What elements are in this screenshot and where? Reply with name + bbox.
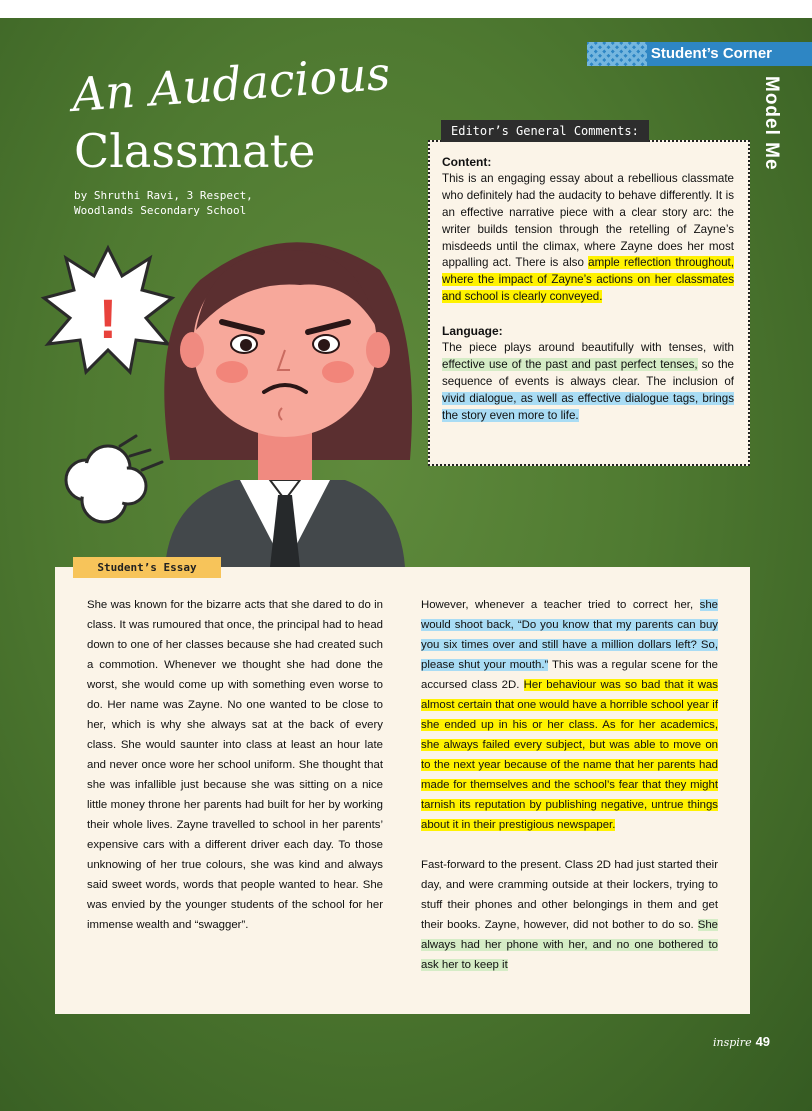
essay-p3-text: Fast-forward to the present. Class 2D had just started their day, and were cramming outside at their lockers, trying to stuff their phones and other belongings in them and get their books. Zayne, however, did not bother to do so. — [421, 859, 718, 931]
essay-paragraph-1: She was known for the bizarre acts that she dared to do in class. It was rumoured that once, the principal had to head down to one of her classes because she had created such a commotion. Whenever we thought she had done the worst, she would come up with something even worse to do. Her name was Zayne. No one wanted to be close to her, which is why she always sat at the back of every class. She would saunter into class at least an hour late and never once wore her school uniform. She thought that she was infallible just because she was sitting on a nice little money throne her parents had built for her by working their whole lives. Zayne travelled to school in her parents’ expensive cars with a different driver each day. To those unknowing of her true colours, she was kind and always said sweet words, words that people wanted to hear. She was envied by the younger students of the school for her immense wealth and “swagger”. — [87, 599, 383, 931]
essay-column-right — [421, 595, 718, 975]
magazine-brand: inspire — [713, 1036, 752, 1049]
language-label: Language: — [442, 324, 503, 339]
title-line-2: Classmate — [74, 124, 316, 178]
essay-column-left — [87, 595, 383, 935]
essay-p3-highlight: She always had her phone with her, and no one bothered to ask her to keep it — [421, 919, 718, 971]
language-text-1: The piece plays around beautifully with tenses, with — [442, 341, 734, 355]
essay-p2-highlight-2: Her behaviour was so bad that it was almost certain that one would have a horrible school year if she ended up in his or her class. As for her academics, she always failed every subject, but was able to move on to the next year because of the name that her parents had made for themselves and the school’s fear that they might tarnish its reputation by publishing negative, untrue things about it in their prestigious newspaper. — [421, 679, 718, 831]
exclamation-mark: ! — [98, 287, 118, 350]
title-line-1: An Audacious — [70, 45, 392, 123]
byline: by Shruthi Ravi, 3 Respect, Woodlands Secondary School — [74, 189, 253, 217]
page-footer — [713, 1034, 770, 1049]
language-text-2: so the sequence of events is always clear. The inclusion of — [442, 357, 734, 388]
editor-comments-body — [442, 154, 734, 425]
page-number: 49 — [755, 1034, 771, 1049]
essay-p2-text-2: This was a regular scene for the accursed class 2D. — [421, 659, 718, 691]
content-label: Content: — [442, 155, 492, 169]
content-highlight: ample reflection throughout, where the impact of Zayne’s actions on her classmates and school is clearly conveyed. — [442, 256, 734, 304]
content-text: This is an engaging essay about a rebellious classmate who definitely had the audacity to behave differently. It is an effective narrative piece with a clear story arc: the writer builds tension through the retelling of Zayne’s misdeeds until the climax, where Zayne does her most appalling act. There is also — [442, 171, 734, 270]
editor-comments-heading: Editor’s General Comments: — [441, 120, 649, 142]
essay-p2-highlight-1: she would shoot back, “Do you know that my parents can buy you six times over and still have a million dollars left? So, please shut your mouth.” — [421, 599, 718, 671]
essay-paragraph-3 — [421, 855, 718, 975]
huff-cloud-icon — [66, 436, 162, 522]
language-highlight-1: effective use of the past and past perfect tenses, — [442, 357, 698, 371]
language-highlight-2: vivid dialogue, as well as effective dialogue tags, brings the story even more to life. — [442, 391, 734, 422]
essay-paragraph-2 — [421, 595, 718, 835]
essay-tag: Student’s Essay — [73, 557, 221, 578]
section-tag-label: Student’s Corner — [650, 45, 772, 62]
side-label: Model Me — [761, 76, 782, 171]
essay-p2-text-1: However, whenever a teacher tried to correct her, — [421, 599, 700, 611]
